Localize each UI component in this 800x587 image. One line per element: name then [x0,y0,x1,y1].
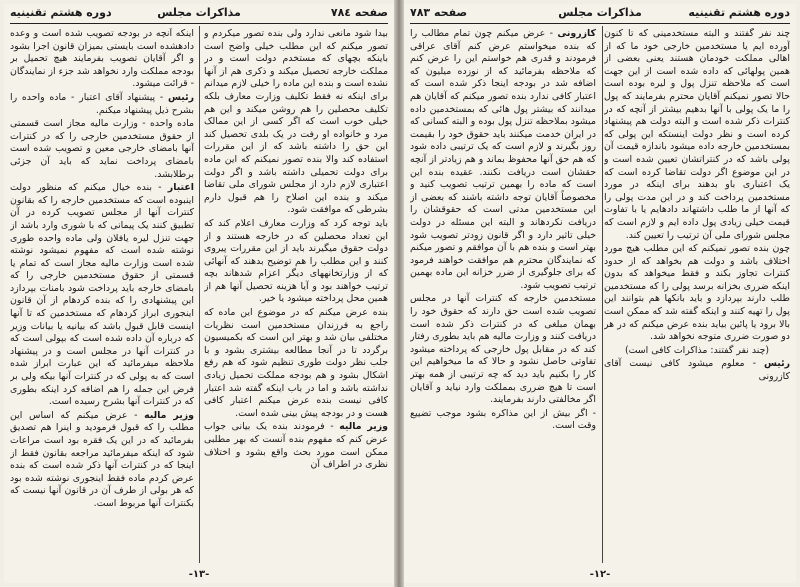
right-page-title: مذاکرات مجلس [558,6,642,19]
left-page [4,4,394,583]
right-column-divider [602,26,603,563]
speaker-name: وزیر مالیه [339,421,388,433]
right-page-session: دوره هشتم تقنينيه [688,6,790,19]
paragraph: چون بنده تصور نمیکنم که این مطلب هیچ مورد اختلاف باشد و دولت هم بخواهد که از حدود کنترات تجاوز بکند و فقط میخواهد که بدون اینکه ضرری بخزانه برسد پولی را که مستخدمین طلب دارند بپردازد و باید بانکها هم بتوانند این پول را تهیه کنند و اینکه گفته شد که ممکن است بالا برود یا پائین بیاید بنده عرض میکنم که در هر دو صورت ضرری متوجه نخواهد شد. [604,243,790,343]
paragraph: باید توجه کرد که وزارت معارف اعلام کند که این تعداد محصلین که در خارجه هستند و از دولت حقوق میگیرند باید از این مقررات پیروی کنند و این مطلب را هم توضیح بدهند که آنهائی که از وزارتخانههای دیگر اعزام شدهاند بچه ترتیب خواهند بود و آیا هزینه تحصیل آنها هم از همین محل پرداخته میشود یا خیر. [204,217,388,305]
paragraph: اینکه آنچه در بودجه تصویب شده است و وعده دادهشده است بایستی بمیزان قانون اجرا بشود و اگر آقایان تصویب بفرمایند هیچ تحمیل بر بودجه مملکت وارد نخواهد شد جزء از نمایندگان - قرائت میشود. [10,28,194,90]
left-page-number: -۱۳- [188,569,210,580]
paragraph: (چند نفر گفتند: مذاکرات کافی است) [624,344,770,356]
paragraph: ماده واحده - وزارت مالیه مجاز است قسمتی از حقوق مستخدمین خارجی را که در کنترات آنها بامضای خارجی معین و تصویب شده است بامضای پرداخت نماید که باید آن جزئی برطلابشد. [10,118,194,180]
left-column-divider [199,26,200,563]
speaker-name: اعتبار [167,182,194,194]
speaker-name: رئیس [764,358,790,370]
paragraph: چند نفر گفتند و البته مستخدمینی که تا کنون آورده ایم یا مستخدمین خارجی خود ما که از اهالی مملکت خودمان هستند یعنی بعضی از همین پولهائی که داده شده است از این جهت است که ملاحظه تنزل پول و لیره بوده است حالا تصور نمیکنم آقایان محترم بفرمایند که پول را ما یک پولی با آنها بدهیم بیشتر از آنچه که در کنترات ذکر شده است و البته دولت هم پیشنهاد کرده است و نظر دولت اینستکه این پولی که بمستخدمین خارجه داده میشود باندازه قیمت آن پولی باشد که در کنتراتشان تعیین شده است و در این موضوع اگر دولت تقاضا کرده است که یک اعتباری باو بدهند برای اینکه در مورد مستخدمین پرداخت کند و در این مدت پولی را که آنها از ما طلب داشتهاند دادهایم یا با تفاوت قیمت خیلی زیادی پول داده ایم و لازم است که مجلس شورای ملی آن ترتیب را تعیین کند. [604,28,790,241]
paragraph: بنده عرض میکنم که در موضوع این ماده که راجع به فرزندان مستخدمین است نظریات مختلفی بیان شد و بهتر این است که بکمیسیون برگردد تا در آنجا مطالعه بیشتری بشود و با جلب نظر دولت طوری تنظیم شود که هم رفع اشکال بشود و هم بودجه مملکت تحمیل زیادی نداشته باشد و اما در باب اینکه گفته شد اعتبار کافی نیست بنده عرض میکنم اعتبار کافی هست و در بودجه پیش بینی شده است. [204,307,388,419]
paragraph: وزیر مالیه - فرمودند بنده یک بیانی جواب عرض کنم که مفهوم بنده آنست که بهر مطلبی ممکن است مورد بحث واقع بشود و اختلاف نظری در اطراف آن [204,421,388,471]
paragraph: وزیر مالیه - عرض میکنم که اساس این مطلب را که قبول فرمودید و اینرا هم تصدیق بفرمائید که در این یک فقره بود است مراعات شود که اینکه میفرمائید مراجعه بقانون فقط از اینجا که در کنترات آنها ذکر شده است که بنده عرض کردم ماده فقط اینجوری نوشته شده بود که هر بولی از طرف آن در قانون آنها نیست که بکنترات آنها مربوط است. [10,409,194,509]
paragraph: رئیس - معلوم میشود کافی نیست آقای کازرونی [604,358,790,383]
left-page-header [10,6,388,22]
right-page-column-right [604,28,790,563]
paragraph: اعتبار - بنده خیال میکنم که منظور دولت اینبوده است که مستخدمین خارجه را که بقانون کنترات آنها از مجلس تصویب کرده در آن تطبیق کنند یک پیمانی که با شوری وارد باشد از جهت تنزل لیره یافلان ولی ماده واحده طوری نوشته شده است که مفهوم نمیشود نوشته شده است وزارت مالیه مجاز است که تمام یا قسمتی از حقوق مستخدمین خارجی را که بامضای خارجه باید پرداخت شود بامنات بپردازد این پیشنهادی را که بنده کردهام از آن قانون اینجوری ابراز کردهام که مستخدمین که تا آنها اینست قابل قبول باشد که بیانیه یا بیانات وزیر که درباره آن داده شده است که بپولی است که در کنترات آنها در مجلس است و در پیشنهاد ملاحظه میفرمائید که این عبارت ابراز شده است که به پولی که در کنترات آنها بیکه ولی بر فرض این جمله را هم اضافه کرد اینکه بطوری که در کنترات آنها بشرح رسیده است. [10,182,194,408]
left-page-column-left [10,28,194,563]
speaker-name: کازرونی [557,28,596,39]
paragraph: کازرونی - عرض میکنم چون تمام مطالب را که بنده میخواستم عرض کنم آقای عراقی فرمودند و قدری هم خواستم این را عرض کنم که ملاحظه بفرمائید که از نوزده میلیون که اضافه شد در بودجه اینجا ذکر شده است که اعتبار کافی ندارد بنده تصور میکنم که آقایان هم میدانند که بیشتر پول هائی که بمستخدمین داده میشود بملاحظه تنزل پول بوده و البته کسانی که در ایران خدمت میکنند باید حقوق خود را بقیمت روز بگیرند و لازم است که یک ترتیبی داده شود که هم حق آنها محفوظ بماند و هم زیادتر از آنچه حقشان است دریافت نکنند. عقیده بنده این است که ماده را بهمین ترتیب تصویب کنید و مخصوصاً آقایان توجه داشته باشند که بعضی از این مستخدمین مدتی است که حقوقشان را دریافت نکردهاند و البته این مسئله در دولت خیلی تاثیر دارد و اگر قانون زودتر تصویب شود بهتر است و بنده هم با آن موافقم و تصور میکنم که نمایندگان محترم هم موافقت خواهند فرمود که برای جلوگیری از ضرر خزانه این ماده بهمین ترتیب تصویب شود. [410,28,596,291]
right-header-rule [410,23,790,24]
right-page-label: صفحه ۷۸۳ [410,6,468,19]
paragraph: مستخدمین خارجه که کنترات آنها در مجلس تصویب شده است حق دارند که حقوق خود را بهمان مبلغی که در کنترات ذکر شده است دریافت کنند و وزارت مالیه هم باید بطوری رفتار کند که در مقابل پول خارجی که پرداخته میشود تفاوتی حاصل نشود و حالا که ما میخواهیم این کار را بکنیم باید دید که چه ترتیبی از همه بهتر است تا هیچ ضرری بمملکت وارد نیاید و آقایان اگر مخالفتی دارند بفرمایند. [410,293,596,406]
left-page-session: دوره هشتم تقنينيه [10,6,112,19]
paragraph: رئیس - پیشنهاد آقای اعتبار - ماده واحده را بشرح ذیل پیشنهاد میکنم. [10,91,194,116]
right-page-header [410,6,790,22]
right-page-column-left [410,28,596,563]
book-gutter [394,0,404,587]
speaker-name: رئیس [168,91,194,103]
left-page-label: صفحه ۷۸٤ [330,6,388,19]
speaker-name: وزیر مالیه [144,409,194,421]
right-page-number: -۱۲- [589,569,611,580]
left-page-title: مذاکرات مجلس [157,6,241,19]
paragraph: - اگر بیش از این مذاکره بشود موجب تضییع وقت است. [410,407,596,432]
left-page-column-right [204,28,388,563]
right-page [404,4,796,583]
left-header-rule [10,23,388,24]
paragraph: بیدا شود مانعی ندارد ولی بنده تصور میکردم و تصور میکنم که این مطلب خیلی واضح است باینکه بچهای که مستخدم دولت است و در مملکت خارجه تحصیل میکند و ذکری هم از آنها نشده است و بنده این ماده را خیلی لازم میدانم برای اینکه نه فقط تکلیف وزارت معارف بلکه تکلیف محصلین را هم روشن میکند و این هم خیلی خوب است که اگر کسی از این ممالک مرد و خانواده او رفت در یک بلدی تحصیل کند این حق را داشته باشد که از این مقررات استفاده کند والا بنده تصور نمیکنم که این ماده برای دولت تحمیلی داشته باشد و اگر دولت اعتباری لازم دارد از مجلس شورای ملی تقاضا میکند و بنده این اصلاح را هم قبول دارم بشرطی که موافقت شود. [204,28,388,216]
